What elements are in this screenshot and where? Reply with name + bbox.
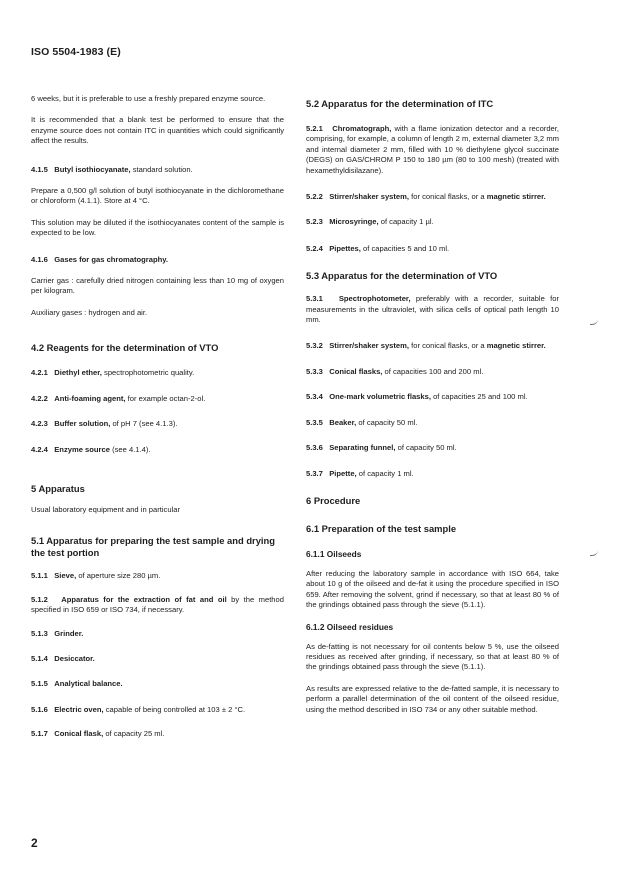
clause-5-1-4: 5.1.4 Desiccator. — [31, 653, 95, 663]
subsection-heading-6-1-2: 6.1.2 Oilseed residues — [306, 621, 394, 632]
clause-4-1-5: 4.1.5 Butyl isothiocyanate, standard solution. — [31, 164, 193, 174]
scan-margin-mark — [590, 316, 598, 325]
paragraph: It is recommended that a blank test be performed to ensure that the enzyme source does not contain ITC in quantities which could significantly affect the results. — [31, 115, 284, 146]
clause-5-1-3: 5.1.3 Grinder. — [31, 628, 84, 638]
clause-5-3-4: 5.3.4 One-mark volumetric flasks, of capacities 25 and 100 ml. — [306, 392, 528, 402]
section-heading-5-2: 5.2 Apparatus for the determination of ITC — [306, 98, 494, 109]
subsection-heading-6-1-1: 6.1.1 Oilseeds — [306, 548, 362, 559]
section-heading-6-1: 6.1 Preparation of the test sample — [306, 522, 457, 534]
clause-5-1-6: 5.1.6 Electric oven, capable of being controlled at 103 ± 2 °C. — [31, 704, 246, 714]
clause-5-3-7: 5.3.7 Pipette, of capacity 1 ml. — [306, 468, 414, 478]
section-heading-5: 5 Apparatus — [31, 482, 85, 494]
paragraph: As de-fatting is not necessary for oil contents below 5 %, use the oilseed residues as received after grinding, if necessary, so that at least 80 % of the grindings obtained pass through the sieve (5.1.1). — [306, 641, 559, 672]
clause-4-2-4: 4.2.4 Enzyme source (see 4.1.4). — [31, 444, 151, 454]
page-number: 2 — [31, 836, 38, 850]
scan-margin-mark — [590, 547, 598, 556]
clause-4-1-6: 4.1.6 Gases for gas chromatography. — [31, 254, 169, 264]
section-heading-4-2: 4.2 Reagents for the determination of VTO — [31, 342, 219, 354]
section-heading-5-3: 5.3 Apparatus for the determination of VTO — [306, 270, 498, 282]
clause-5-3-3: 5.3.3 Conical flasks, of capacities 100 and 200 ml. — [306, 366, 484, 376]
clause-5-3-2: 5.3.2 Stirrer/shaker system, for conical flasks, or a magnetic stirrer. — [306, 341, 546, 351]
paragraph: As results are expressed relative to the de-fatted sample, it is necessary to perform a parallel determination of the oil content of the oilseed residue, using the method described in ISO 734 or any other suitable method. — [306, 683, 559, 714]
clause-5-2-1: 5.2.1 Chromatograph, with a flame ionization detector and a recorder, comprising, for example, a column of length 2 m, external diameter 3,2 mm and internal diameter 2 mm, filled with 10 % diethylene glycol succinate (DEGS) on GAS/CHROM P 150 to 180 µm (80 to 100 mesh) (treated with hexamethyldisilazane). — [306, 124, 559, 175]
paragraph: Auxiliary gases : hydrogen and air. — [31, 307, 148, 317]
clause-5-2-2: 5.2.2 Stirrer/shaker system, for conical flasks, or a magnetic stirrer. — [306, 192, 546, 202]
section-heading-5-1: 5.1 Apparatus for preparing the test sample and drying the test portion — [31, 535, 275, 559]
clause-5-3-6: 5.3.6 Separating funnel, of capacity 50 ml. — [306, 443, 457, 453]
paragraph: Usual laboratory equipment and in particular — [31, 504, 181, 514]
clause-5-3-5: 5.3.5 Beaker, of capacity 50 ml. — [306, 417, 418, 427]
clause-5-1-7: 5.1.7 Conical flask, of capacity 25 ml. — [31, 729, 165, 739]
paragraph: This solution may be diluted if the isothiocyanates content of the sample is expected to be low. — [31, 217, 284, 238]
clause-4-2-1: 4.2.1 Diethyl ether, spectrophotometric quality. — [31, 368, 195, 378]
paragraph: Prepare a 0,500 g/l solution of butyl isothiocyanate in the dichloromethane or chloroform (4.1.1). Store at 4 °C. — [31, 186, 284, 206]
clause-5-2-3: 5.2.3 Microsyringe, of capacity 1 µl. — [306, 217, 434, 227]
clause-5-1-5: 5.1.5 Analytical balance. — [31, 679, 123, 689]
clause-5-3-1: 5.3.1 Spectrophotometer, preferably with a recorder, suitable for measurements in the ultraviolet, with silica cells of optical path length 10 mm. — [306, 294, 559, 325]
paragraph: Carrier gas : carefully dried nitrogen containing less than 10 mg of oxygen per kilogram. — [31, 276, 284, 296]
clause-4-2-3: 4.2.3 Buffer solution, of pH 7 (see 4.1.3). — [31, 419, 178, 429]
page-header: ISO 5504-1983 (E) — [31, 46, 121, 58]
clause-4-2-2: 4.2.2 Anti-foaming agent, for example octan-2-ol. — [31, 393, 206, 403]
clause-5-2-4: 5.2.4 Pipettes, of capacities 5 and 10 ml. — [306, 243, 450, 253]
clause-5-1-1: 5.1.1 Sieve, of aperture size 280 µm. — [31, 571, 161, 581]
right-column — [306, 98, 559, 726]
paragraph: 6 weeks, but it is preferable to use a freshly prepared enzyme source. — [31, 94, 266, 103]
left-column — [31, 94, 284, 751]
section-heading-6: 6 Procedure — [306, 494, 361, 506]
paragraph: After reducing the laboratory sample in accordance with ISO 664, take about 10 g of the oilseed and de-fat it using the procedure specified in ISO 659. After removing the solvent, grind if necessary, so that at least 80 % of the grindings obtained pass through the sieve (5.1.1). — [306, 568, 559, 610]
clause-5-1-2: 5.1.2 Apparatus for the extraction of fat and oil by the method specified in ISO 659 or ISO 734, if necessary. — [31, 594, 284, 615]
